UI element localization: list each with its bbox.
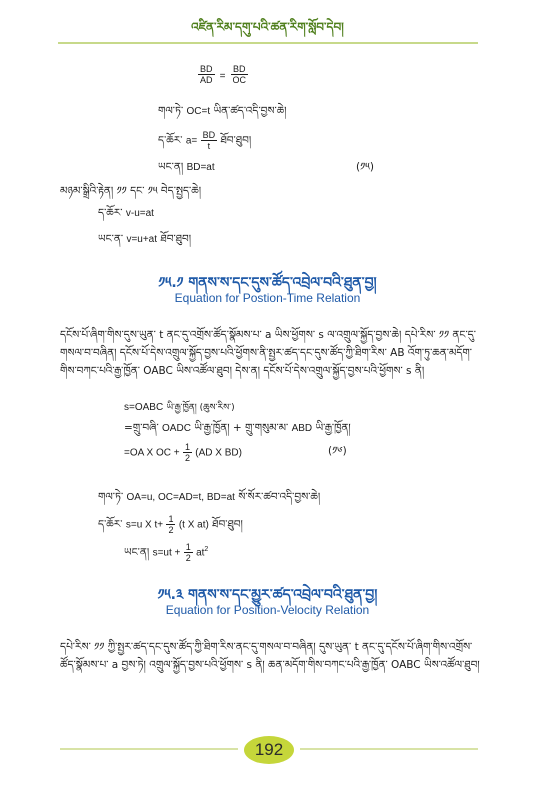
section-title-english: Equation for Postion-Time Relation: [174, 291, 361, 305]
line-substitution-oc: [158, 104, 287, 119]
page-header-title: འཛིན་རིམ་དགུ་པའི་ཚན་རིག་སློབ་དེབ།: [191, 20, 344, 34]
math-expression: s=OABC: [124, 402, 164, 413]
body-paragraph: དཔེ་རིས་ ༡༡ ཀྱི་སྤྱར་ཚད་དང་དུས་ཚོད་ཀྱི་ཐིག་རིས་ནང་དུ་གསལ་བ་བཞིན། དུས་ཡུན་ t ནང་དུ་དངོས་པོ་ཞིག་གིས་འགྲོས་ཚོད་སྣོམས་པ་ a བྱས་ཏེ། འགྲུལ་སྐྱོད་བྱས་པའི་ཕྱོགས་ s ནི། ཆན་མདོག་གིས་བཀང་པའི་རྒྱ་ཁྱོན་ OABC ཡིས་འཚོལ་ཐུབ།: [60, 641, 480, 671]
fraction-denominator: 2: [168, 525, 174, 535]
line-lead: ད་ཆོར་: [98, 207, 123, 219]
line-v-minus-u: [98, 206, 154, 221]
math-expression: BD=at: [186, 162, 215, 173]
fraction-denominator: 2: [185, 553, 191, 563]
equation-area-sum: [124, 421, 351, 436]
fraction-one-half: [166, 514, 175, 535]
math-expression: =OA X OC +: [124, 447, 180, 459]
math-expression: OC=t: [186, 106, 211, 117]
line-lead: གལ་ཏེ་: [158, 105, 184, 117]
line-tail: ཐོབ་ཐུབ།: [160, 233, 192, 245]
fraction-bd-ad: [198, 64, 215, 85]
line-s-expanded: [98, 514, 243, 535]
line-lead: ད་ཆོར་: [158, 134, 183, 147]
math-expression: (AD X BD): [195, 447, 242, 459]
equation-area-expansion: [124, 442, 242, 463]
fraction-bd-t: [201, 130, 218, 151]
line-lead: ཡང་ན།: [158, 161, 184, 173]
line-lead: ཡང་ན་: [98, 233, 124, 245]
line-combine-equations: མཉམ་སྒྲིའི་རྟེན། ༡༡ དང་ ༡༥ བེད་སྤྱད་ཆེ།: [60, 185, 202, 197]
line-lead: =གྲུ་བཞི་: [124, 422, 159, 434]
line-tail: ཡིན་ཚད་འདི་བྱས་ཆེ།: [213, 105, 287, 117]
line-lead: ཡང་ན།: [124, 546, 150, 559]
line-substitution-values: [98, 490, 320, 505]
fraction-bd-oc: [231, 64, 249, 85]
math-expression: s=ut +: [152, 547, 181, 559]
line-tail: སོ་སོར་ཚབ་འདི་བྱས་ཆེ།: [238, 491, 321, 503]
fraction-denominator: 2: [184, 453, 190, 463]
fraction-numerator: BD: [200, 64, 213, 74]
math-expression: ABD: [291, 423, 313, 434]
section-title-tibetan: ༡༥.༣ གནས་ས་དང་མྱུར་ཚད་འབྲེལ་བའི་ཐུན་བྱ།: [157, 587, 378, 603]
fraction-numerator: BD: [202, 130, 216, 140]
line-mid: ཡི་རྒྱ་ཁྱོན། + གྲུ་གསུམ་མ་: [194, 422, 289, 434]
line-tail: ཡི་རྒྱ་ཁྱོན།: [315, 422, 351, 434]
fraction-numerator: BD: [231, 64, 249, 75]
fraction-numerator: 1: [185, 542, 191, 552]
page-number-badge: 192: [244, 736, 294, 764]
math-expression: v=u+at: [126, 234, 158, 245]
fraction-denominator: t: [207, 141, 211, 151]
math-expression: OADC: [162, 423, 191, 434]
line-lead: ད་ཆོར་: [98, 518, 123, 531]
footer-divider-left: [60, 748, 238, 750]
math-expression: at: [196, 547, 205, 559]
math-expression: v-u=at: [125, 208, 154, 219]
fraction-numerator: 1: [184, 442, 190, 452]
equation-number: (༡༥): [356, 161, 374, 173]
fraction-one-half: [183, 442, 192, 463]
line-first-equation-of-motion: [98, 232, 191, 247]
equation-s-area: [124, 400, 235, 415]
fraction-numerator: 1: [168, 514, 174, 524]
line-second-equation-of-motion: [124, 542, 208, 563]
equation-number: (༡༦): [328, 445, 347, 457]
line-acceleration-formula: [158, 130, 251, 151]
line-bd-at: [158, 160, 215, 175]
math-expression: s=u X t+: [125, 519, 164, 531]
line-tail: ཐོབ་ཐུབ།: [212, 518, 243, 531]
footer-divider-right: [300, 748, 478, 750]
line-lead: གལ་ཏེ་: [98, 491, 124, 503]
superscript: 2: [204, 546, 209, 553]
body-paragraph: དངོས་པོ་ཞིག་གིས་དུས་ཡུན་ t ནང་དུ་འགྲོས་ཚོད་སྣོམས་པ་ a ཡིས་ཕྱོགས་ s ལ་འགྲུལ་སྐྱོད་བྱས་ཆེ། དཔེ་རིས་ ༡༡ ནང་དུ་གསལ་བ་བཞིན། དངོས་པོ་དེས་འགྲུལ་སྐྱོད་བྱས་པའི་ཕྱོགས་ནི་སྤྱར་ཚད་དང་དུས་ཚོད་ཀྱི་ཐིག་རིས་ AB འོག་ཏུ་ཆན་མདོག་གིས་བཀང་པའི་རྒྱ་ཁྱོན་ OABC ཡིས་འཚོལ་ཐུབ། དེས་ན། དངོས་པོ་དེས་འགྲུལ་སྐྱོད་བྱས་པའི་ཕྱོགས་ s ནི།: [60, 329, 476, 377]
header-divider: [58, 42, 478, 44]
fraction-one-half: [184, 542, 193, 563]
fraction-denominator: AD: [200, 75, 213, 85]
line-tail: ཡི་རྒྱ་ཁྱོན། (ཆུས་རིས་): [166, 403, 235, 413]
section-title-tibetan: ༡༥.༡ གནས་ས་དང་དུས་ཚོད་འབྲེལ་བའི་ཐུན་བྱ།: [158, 275, 377, 291]
fraction-denominator: OC: [232, 75, 247, 85]
math-expression: a=: [185, 135, 198, 147]
line-tail: ཐོབ་ཐུབ།: [220, 134, 252, 147]
math-expression: (t X at): [178, 519, 209, 531]
section-title-english: Equation for Position-Velocity Relation: [165, 603, 370, 617]
math-expression: OA=u, OC=AD=t, BD=at: [126, 492, 235, 503]
equation-ratio: $\frac{BD}{AD}$ = $\frac{BD}{OC}$: [200, 64, 247, 85]
